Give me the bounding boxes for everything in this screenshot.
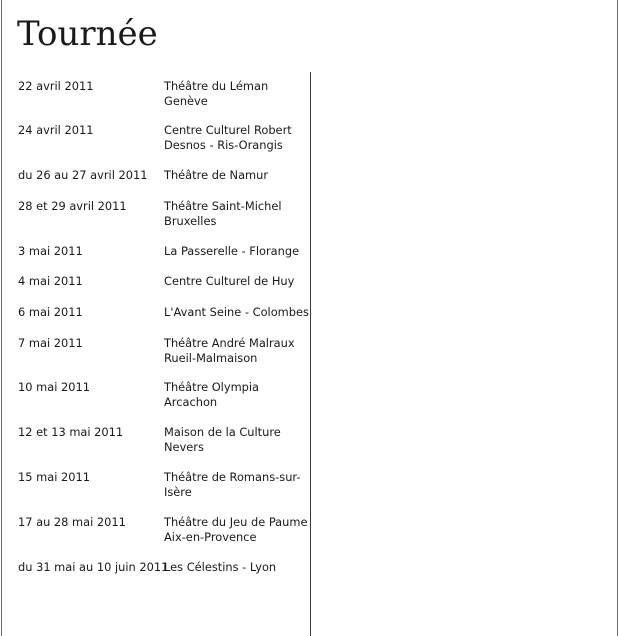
tour-venue — [164, 305, 309, 320]
tour-date: 4 mai 2011 — [18, 274, 83, 288]
tour-venue-line: Théâtre de Namur — [164, 168, 269, 182]
tour-date: 6 mai 2011 — [18, 305, 83, 319]
tour-venue-line: Genève — [164, 93, 208, 108]
tour-venue — [164, 380, 304, 409]
tour-venue-line: Bruxelles — [164, 213, 217, 228]
tour-date: 28 et 29 avril 2011 — [18, 199, 127, 213]
tour-venue-line: Théâtre Saint-Michel — [164, 199, 282, 213]
tour-venue-line: Isère — [164, 484, 192, 499]
tour-venue-line: Théâtre André Malraux — [164, 336, 295, 350]
tour-date: du 31 mai au 10 juin 2011 — [18, 560, 169, 574]
tour-date: 17 au 28 mai 2011 — [18, 515, 126, 529]
page-title: Tournée — [17, 14, 158, 54]
tour-venue-line: Nevers — [164, 439, 204, 454]
tour-venue-line: Desnos - Ris-Orangis — [164, 137, 283, 152]
tour-venue — [164, 425, 304, 454]
tour-venue — [164, 515, 308, 544]
tour-date: 12 et 13 mai 2011 — [18, 425, 124, 439]
tour-venue — [164, 244, 304, 259]
page-border-right — [617, 0, 618, 636]
tour-date: 3 mai 2011 — [18, 244, 83, 258]
tour-venue-line: Maison de la Culture — [164, 425, 281, 439]
tour-date: du 26 au 27 avril 2011 — [18, 168, 148, 182]
tour-date: 15 mai 2011 — [18, 470, 90, 484]
tour-date: 22 avril 2011 — [18, 79, 94, 93]
tour-venue-line: Centre Culturel de Huy — [164, 274, 295, 288]
tour-venue — [164, 274, 304, 289]
tour-venue-line: Théâtre Olympia — [164, 380, 260, 394]
tour-venue-line: Rueil-Malmaison — [164, 350, 258, 365]
tour-venue-line: La Passerelle - Florange — [164, 244, 300, 258]
tour-venue — [164, 168, 304, 183]
tour-venue — [164, 470, 304, 499]
tour-venue-line: L'Avant Seine - Colombes — [164, 305, 309, 319]
tour-venue — [164, 336, 304, 365]
tour-date: 24 avril 2011 — [18, 123, 94, 137]
tour-venue — [164, 199, 304, 228]
tour-date: 7 mai 2011 — [18, 336, 83, 350]
tour-venue-line: Aix-en-Provence — [164, 529, 257, 544]
tour-venue — [164, 560, 304, 575]
tour-venue — [164, 123, 304, 152]
tour-venue-line: Arcachon — [164, 394, 218, 409]
tour-venue-line: Théâtre du Léman — [164, 79, 269, 93]
tour-venue-line: Théâtre du Jeu de Paume — [164, 515, 308, 529]
tour-venue-line: Théâtre de Romans-sur- — [164, 470, 301, 484]
tour-venue — [164, 79, 304, 108]
tour-date: 10 mai 2011 — [18, 380, 90, 394]
tour-venue-line: Les Célestins - Lyon — [164, 560, 277, 574]
tour-venue-line: Centre Culturel Robert — [164, 123, 292, 137]
column-divider — [310, 72, 311, 636]
